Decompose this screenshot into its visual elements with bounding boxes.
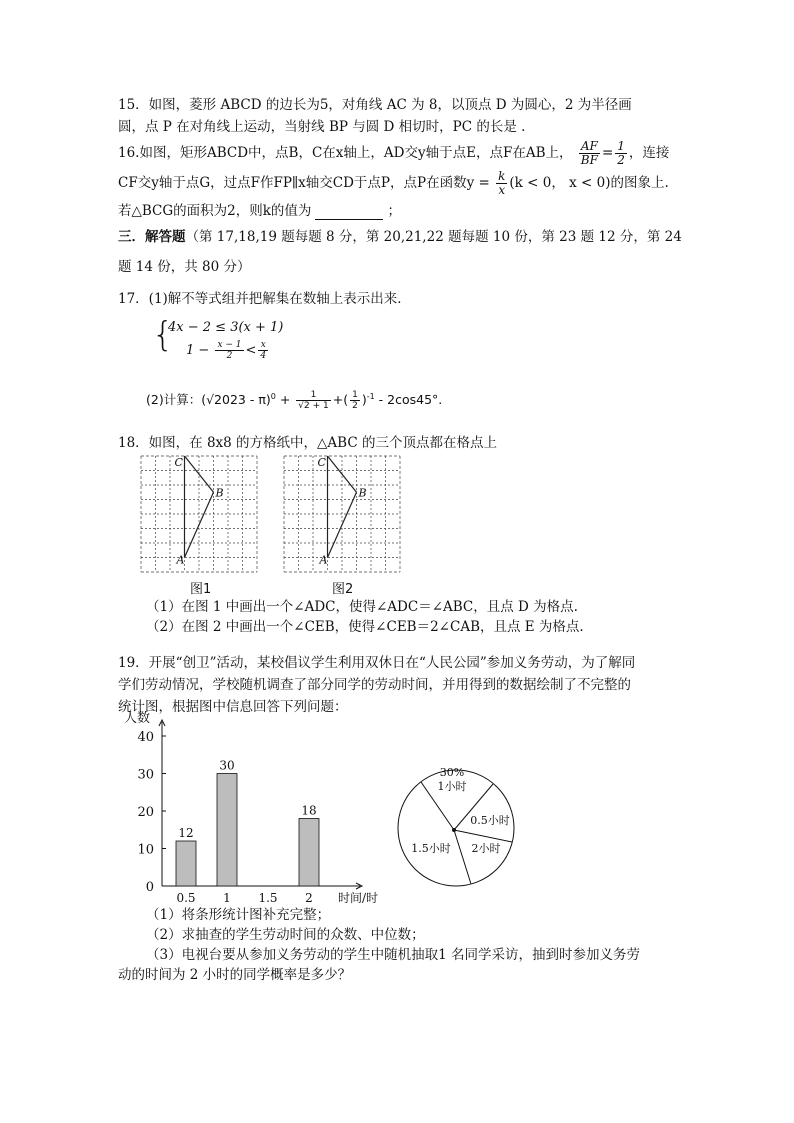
- pie-chart: [394, 768, 518, 892]
- q17-part2: [146, 388, 442, 411]
- q19-line2: 学们劳动情况，学校随机调查了部分同学的劳动时间，并用得到的数据绘制了不完整的: [118, 677, 631, 693]
- q16-eq: =: [601, 145, 614, 161]
- bar-value-label: 30: [219, 758, 235, 773]
- x-tick-label: 2: [305, 891, 313, 905]
- q16-frac-k-x: $\frac{k}{x}$: [498, 169, 506, 197]
- segment-ba: [185, 492, 214, 557]
- q17-part2-b: +(: [332, 392, 349, 408]
- bar-value-label: 12: [178, 826, 194, 840]
- y-tick-label: 20: [137, 805, 154, 820]
- q16-text-e: 若△BCG的面积为2，则k的值为: [118, 203, 312, 219]
- q19-sub4: 动的时间为 2 小时的同学概率是多少？: [118, 967, 352, 983]
- q16-line3: [118, 202, 401, 220]
- bar: [217, 774, 237, 887]
- ineq2-frac1: $\frac{x - 1}{2}$: [217, 340, 242, 361]
- q16-line2: [118, 170, 669, 197]
- y-axis-label: 人数: [124, 711, 151, 726]
- fig1-label: 图1: [190, 582, 212, 597]
- q18-title: 18．如图，在 8x8 的方格纸中，△ABC 的三个顶点都在格点上: [118, 435, 497, 451]
- exp0: 0: [270, 392, 276, 401]
- q16-text-a: 16.如图，矩形ABCD中，点B，C在x轴上，AD交y轴于点E，点F在AB上，: [118, 145, 573, 161]
- fig2-label: 图2: [332, 582, 354, 597]
- x-axis-label: 时间/时: [338, 891, 379, 905]
- point-label-c: C: [317, 456, 326, 469]
- q18-sub2: （2）在图 2 中画出一个∠CEB，使得∠CEB＝2∠CAB，且点 E 为格点.: [146, 619, 584, 635]
- section3-desc2: 题 14 份，共 80 分）: [118, 259, 251, 275]
- x-tick-label: 1: [223, 891, 231, 905]
- pie-slice-label: 1.5小时: [411, 842, 451, 855]
- q16-frac-half: $\frac{1}{2}$: [617, 139, 625, 167]
- q17-frac-half: $\frac{1}{2}$: [352, 390, 358, 412]
- q15-line1: 15．如图，菱形 ABCD 的边长为5，对角线 AC 为 8，以顶点 D 为圆心，2 为半径画: [118, 97, 632, 113]
- ineq1: 4x − 2 ≤ 3(x + 1): [168, 320, 284, 335]
- q16-line1: [118, 140, 669, 167]
- grid-figure-1: [139, 454, 259, 574]
- q16-text-f: ；: [387, 203, 401, 219]
- q17-part2-a: (2)计算：(√2023 - π): [146, 392, 271, 408]
- pie-slice-label: 0.5小时: [470, 814, 510, 827]
- q19-line1: 19．开展“创卫”活动，某校倡议学生利用双休日在“人民公园”参加义务劳动，为了解同: [118, 655, 636, 671]
- grid-figure-2: [282, 454, 402, 574]
- q17-part1: 17．(1)解不等式组并把解集在数轴上表示出来．: [118, 291, 411, 307]
- point-label-a: A: [319, 553, 328, 567]
- q16-text-b: ，连接: [628, 145, 670, 161]
- plus: +: [279, 392, 291, 408]
- x-tick-label: 1.5: [258, 891, 278, 905]
- q19-line3: 统计图，根据图中信息回答下列问题：: [118, 699, 348, 715]
- q17-part2-d: - 2cos45°.: [374, 392, 443, 408]
- answer-blank: [315, 207, 383, 220]
- q18-sub1: （1）在图 1 中画出一个∠ADC，使得∠ADC＝∠ABC，且点 D 为格点.: [146, 599, 578, 615]
- q19-sub1: （1）将条形统计图补充完整；: [146, 907, 331, 923]
- y-tick-label: 40: [137, 730, 154, 745]
- pie-slice-percent: 30%: [439, 768, 465, 779]
- bar: [176, 841, 196, 886]
- pie-slice-label: 1小时: [437, 780, 467, 793]
- section3-desc1: （第 17,18,19 题每题 8 分，第 20,21,22 题每题 10 份，第 23 题 12 分，第 24: [185, 229, 682, 245]
- pie-slice-label: 2小时: [471, 842, 501, 855]
- ineq2-lt: <: [245, 343, 257, 358]
- ineq2-a: 1 −: [186, 343, 210, 358]
- point-label-b: B: [358, 486, 367, 500]
- y-tick-label: 0: [145, 880, 154, 895]
- bar-value-label: 18: [301, 803, 317, 818]
- q17-frac-1-sqrt2: $\frac{1}{√2 + 1}$: [298, 390, 329, 412]
- point-label-a: A: [176, 553, 185, 567]
- ineq2-frac2: $\frac{x}{4}$: [260, 340, 267, 361]
- q16-text-c: CF交y轴于点G，过点F作FP∥x轴交CD于点P，点P在函数y =: [118, 175, 490, 191]
- y-tick-label: 10: [137, 842, 154, 858]
- x-tick-label: 0.5: [176, 891, 196, 905]
- brace: {: [152, 315, 174, 355]
- exp1: -1: [366, 392, 375, 401]
- section3-title: 三．解答题: [118, 229, 186, 245]
- pie-center: [452, 828, 456, 832]
- q19-sub2: （2）求抽查的学生劳动时间的众数、中位数；: [146, 927, 425, 943]
- bar: [299, 819, 319, 887]
- q19-sub3: （3）电视台要从参加义务劳动的学生中随机抽取1 名同学采访，抽到时参加义务劳: [146, 947, 640, 963]
- point-label-b: B: [215, 486, 224, 500]
- q16-text-d: (k < 0， x < 0)的图象上.: [509, 175, 669, 191]
- bar-chart: [116, 708, 396, 908]
- ineq2: [186, 340, 270, 361]
- y-tick-label: 30: [137, 767, 154, 783]
- q16-frac-af-bf: $\frac{AF}{BF}$: [580, 139, 598, 167]
- section3-line1: [118, 228, 682, 246]
- q15-line2: 圆，点 P 在对角线上运动，当射线 BP 与圆 D 相切时，PC 的长是 .: [118, 119, 526, 135]
- q17-part2-c: ): [361, 392, 367, 408]
- point-label-c: C: [174, 456, 183, 469]
- segment-ba: [328, 492, 357, 557]
